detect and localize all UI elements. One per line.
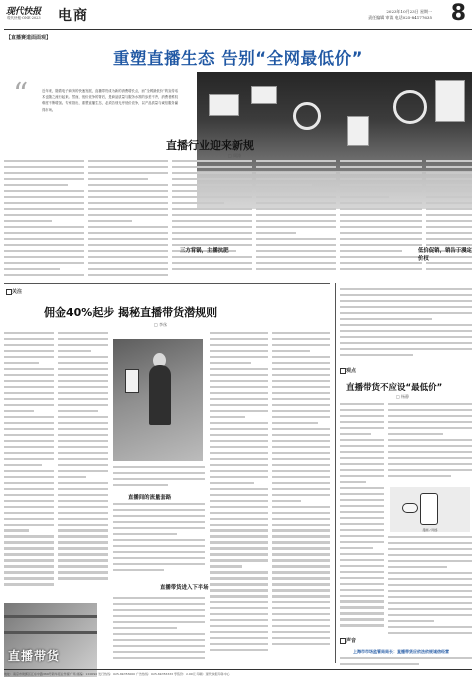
section-divider xyxy=(4,283,330,284)
article2-tag: 关注 xyxy=(6,288,22,295)
article3-byline: □ 杨静 xyxy=(396,394,410,399)
ring-light xyxy=(393,90,427,124)
text-column xyxy=(388,536,472,639)
newspaper-logo: 现代快报 xyxy=(6,7,41,17)
column-divider xyxy=(335,283,336,663)
text-column xyxy=(4,160,84,278)
phone-on-stand xyxy=(125,369,139,393)
livestream-shop-photo xyxy=(4,603,97,677)
shelf xyxy=(4,631,97,634)
issue-info xyxy=(368,9,432,21)
article1-subhead: 三方背锅，主播抗肥 xyxy=(180,248,229,254)
text-column xyxy=(113,503,205,579)
cartoon-illustration xyxy=(390,487,470,532)
article2-byline: □ 李丝 xyxy=(154,322,168,327)
text-column xyxy=(340,160,422,278)
article3-tag: 观点 xyxy=(340,367,356,374)
light-panel xyxy=(435,80,465,122)
article4-tag: 声音 xyxy=(340,637,356,644)
text-column xyxy=(4,332,54,597)
host-with-phones-photo xyxy=(113,339,203,461)
text-column xyxy=(58,332,108,597)
text-column xyxy=(340,403,384,639)
lead-paragraph: 近年来，随着电子商务的快速发展，直播带货成为新的消费增长点，而“全网最低价”的宣传话术也随之流行起来。然而，低价竞争的背后，是商品质量与服务水准的参差不齐，消费者维权难度不断增加。专家指出，重塑直播生态，必须告别无序低价竞争，以产品质量与诚信服务赢得市场。 xyxy=(42,89,178,112)
article2-subhead-phase: 直播带货进入下半场 xyxy=(160,585,209,591)
article3-headline: 直播带货不应设“最低价” xyxy=(346,383,443,393)
editor-line: 责任编辑 审读 电话025-84177635 xyxy=(368,15,432,20)
section-title: 电商 xyxy=(58,8,88,24)
footer-info: 地址：南京市建邺区江东中路369号新华报业传媒广场 邮编：210092 发行热线：025-84783000 广告热线：025-84783333 零售价：2.00元 印刷：现代快报印务中心 xyxy=(4,672,230,676)
phone-screen xyxy=(347,116,369,146)
text-column xyxy=(272,332,330,664)
article2-subhead-traffic: 直播间的流量套路 xyxy=(128,495,172,501)
text-column xyxy=(340,657,472,667)
ring-light xyxy=(293,102,321,130)
masthead-rule xyxy=(4,29,472,30)
light-panel xyxy=(209,94,239,116)
quote-mark: “ xyxy=(13,77,29,112)
article3-subhead: 低价促销，销告于漫定价权 xyxy=(418,248,472,262)
lead-tag: 【直播赛道面面观】 xyxy=(6,35,52,41)
lead-headline: 重塑直播生态 告别“全网最低价” xyxy=(113,49,363,68)
hand-icon xyxy=(402,503,418,513)
light-panel xyxy=(251,86,277,104)
masthead xyxy=(4,3,472,27)
newspaper-subtitle: 現代快報·ONE·2023 xyxy=(7,16,41,20)
page-number: 8 xyxy=(450,1,466,26)
text-column xyxy=(172,160,252,278)
cartoon-caption: 漫画 / 网络 xyxy=(422,528,438,532)
phone-icon xyxy=(420,493,438,525)
shelf xyxy=(4,615,97,618)
text-column xyxy=(340,288,472,362)
text-column xyxy=(113,597,205,663)
text-column xyxy=(210,332,268,664)
text-column xyxy=(256,160,336,278)
host-figure xyxy=(149,365,171,425)
text-column xyxy=(113,466,205,490)
article1-byline: □ 周涛 xyxy=(228,153,242,158)
article1-headline: 直播行业迎来新规 xyxy=(166,139,254,152)
shop-sign: 直播带货 xyxy=(8,649,61,663)
article2-headline: 佣金40%起步 揭秘直播带货潜规则 xyxy=(44,306,218,319)
footer-rule xyxy=(4,669,472,670)
text-column xyxy=(388,403,472,483)
text-column xyxy=(88,160,168,278)
article4-headline: 上海市市场监管局局长：直播带货应依法依规诚信经营 xyxy=(353,649,449,654)
issue-date: 2023年10月23日 星期一 xyxy=(386,9,432,14)
